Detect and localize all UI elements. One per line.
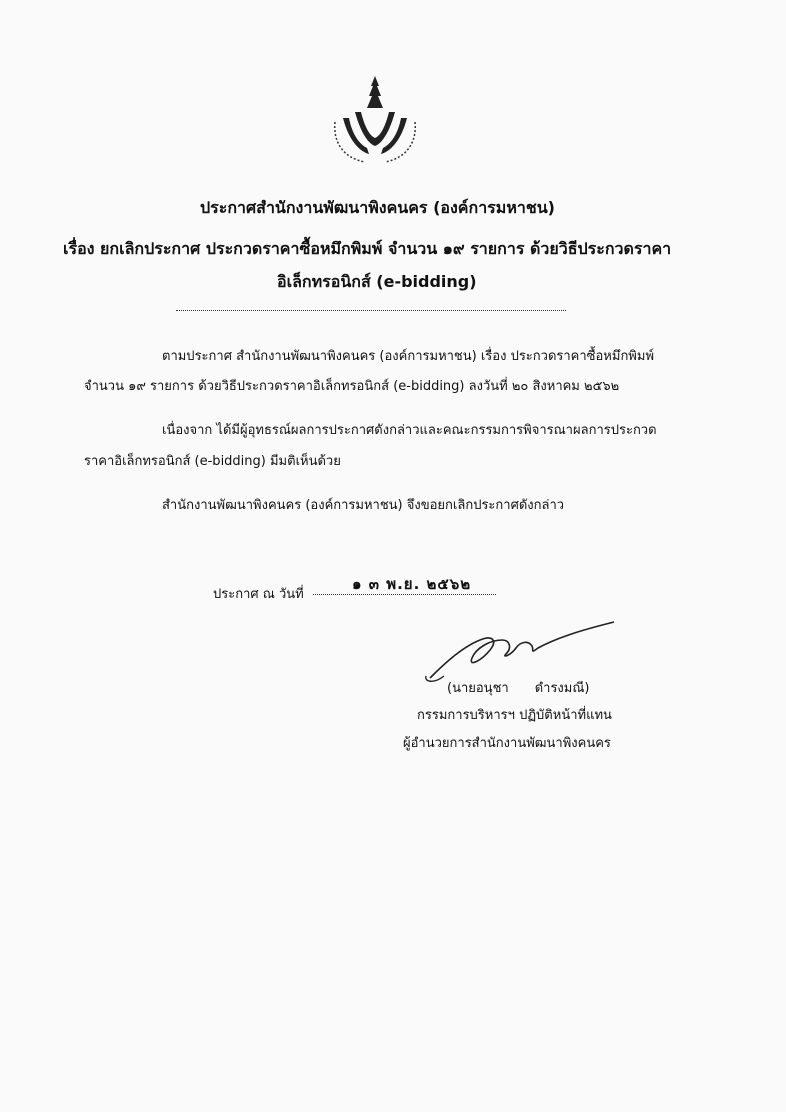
paragraph-3: สำนักงานพัฒนาพิงคนคร (องค์การมหาชน) จึงขอยกเลิกประกาศดังกล่าว	[162, 498, 565, 513]
paragraph-1-line-2: จำนวน ๑๙ รายการ ด้วยวิธีประกวดราคาอิเล็กทรอนิกส์ (e-bidding) ลงวันที่ ๒๐ สิงหาคม ๒๕๖๒	[84, 379, 620, 394]
date-label: ประกาศ ณ วันที่	[213, 587, 304, 602]
title-divider	[176, 310, 566, 311]
signatory-name-open: (นายอนุชา	[447, 681, 509, 696]
signatory-position-1: กรรมการบริหารฯ ปฏิบัติหน้าที่แทน	[417, 708, 612, 723]
signatory-position-2: ผู้อำนวยการสำนักงานพัฒนาพิงคนคร	[403, 736, 611, 751]
paragraph-2-line-2: ราคาอิเล็กทรอนิกส์ (e-bidding) มีมติเห็นด้วย	[84, 454, 341, 469]
handwritten-date: ๑ ๓ พ.ย. ๒๕๖๒	[352, 575, 472, 593]
agency-logo-icon	[325, 72, 425, 164]
subject-line-2: อิเล็กทรอนิกส์ (e-bidding)	[277, 272, 477, 291]
paragraph-2-line-1: เนื่องจาก ได้มีผู้อุทธรณ์ผลการประกาศดังกล่าวและคณะกรรมการพิจารณาผลการประกวด	[162, 423, 657, 438]
subject-line-1: เรื่อง ยกเลิกประกาศ ประกวดราคาซื้อหมึกพิมพ์ จำนวน ๑๙ รายการ ด้วยวิธีประกวดราคา	[63, 239, 672, 258]
signatory-name	[447, 677, 589, 698]
paragraph-1-line-1: ตามประกาศ สำนักงานพัฒนาพิงคนคร (องค์การมหาชน) เรื่อง ประกวดราคาซื้อหมึกพิมพ์	[162, 349, 655, 364]
signatory-name-close: ดำรงมณี)	[534, 681, 590, 696]
announcement-title: ประกาศสำนักงานพัฒนาพิงคนคร (องค์การมหาชน)	[200, 198, 555, 217]
